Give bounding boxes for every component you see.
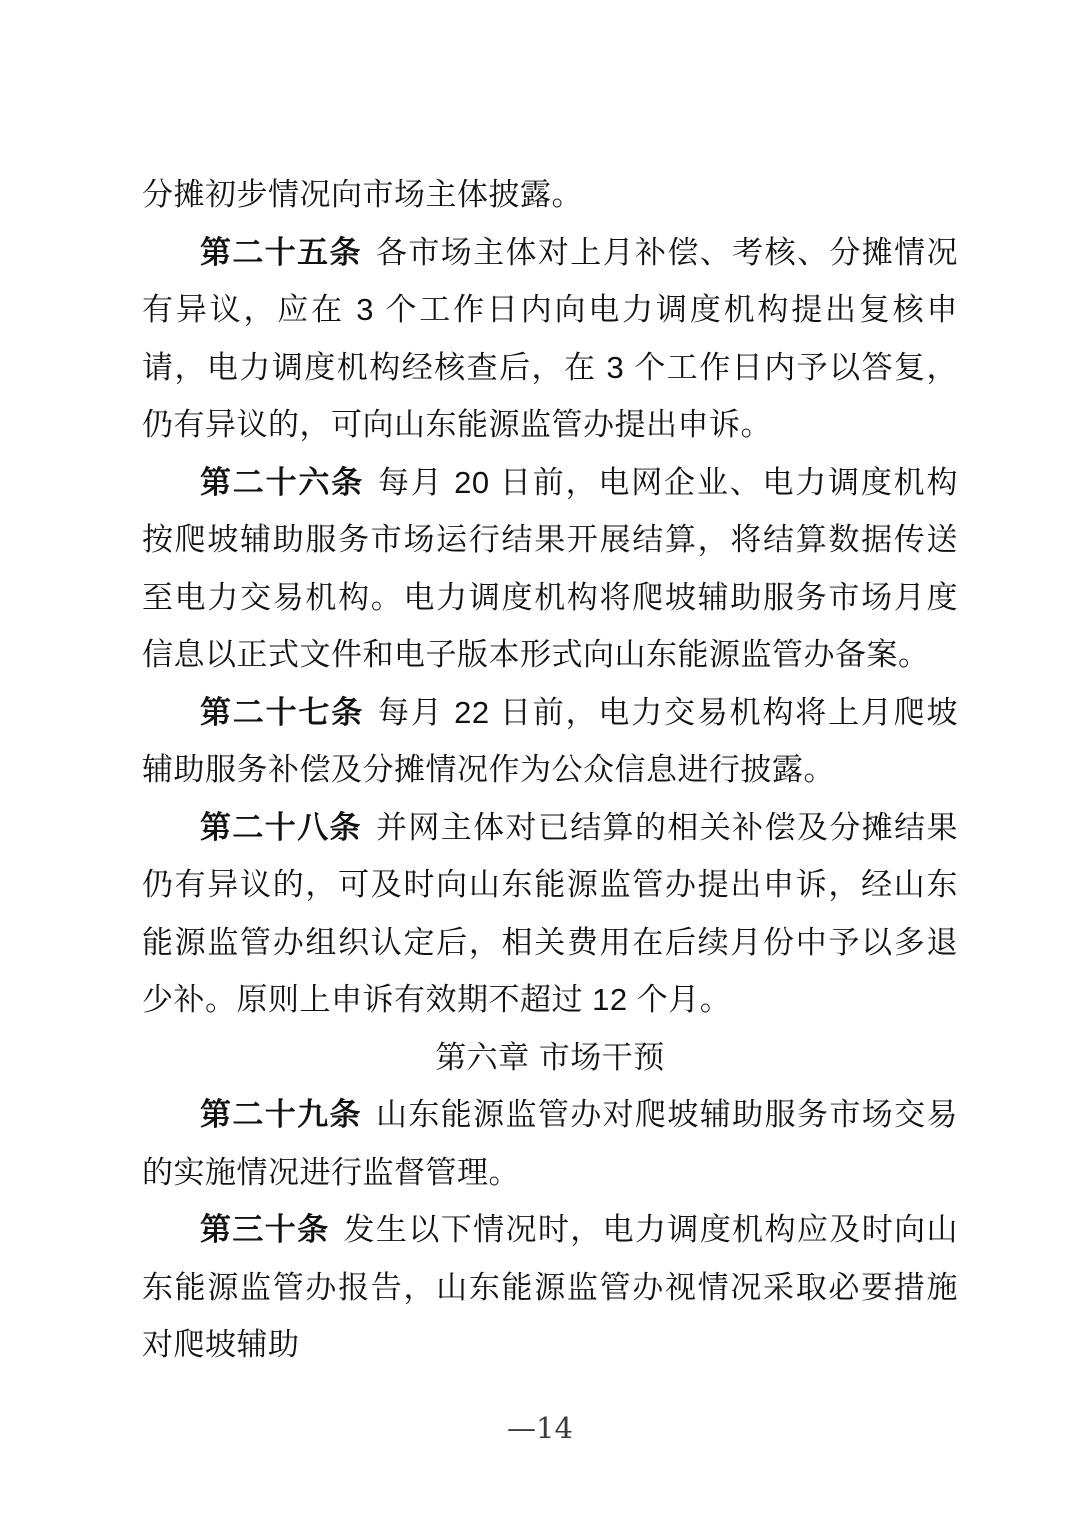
- article-number: 第二十八条: [200, 809, 362, 845]
- paragraph-text: 每月 20 日前，电网企业、电力调度机构按爬坡辅助服务市场运行结果开展结算，将结算数据传送至电力交易机构。电力调度机构将爬坡辅助服务市场月度信息以正式文件和电子版本形式向山东能源监管办备案。: [142, 464, 958, 672]
- article-number: 第二十六条: [200, 464, 365, 500]
- paragraph-article-25: [142, 224, 958, 454]
- paragraph-continuation: [142, 166, 958, 224]
- article-number: 第二十九条: [200, 1097, 362, 1132]
- chapter-heading: 第六章 市场干预: [435, 1039, 665, 1075]
- paragraph-article-29: [142, 1086, 958, 1201]
- paragraph-text: 发生以下情况时，电力调度机构应及时向山东能源监管办报告，山东能源监管办视情况采取必要措施对爬坡辅助: [142, 1212, 958, 1362]
- article-number: 第二十七条: [200, 694, 365, 730]
- page-footer: [0, 1408, 1080, 1448]
- paragraph-text: 分摊初步情况向市场主体披露。: [142, 177, 583, 212]
- paragraph-text: 山东能源监管办对爬坡辅助服务市场交易的实施情况进行监督管理。: [142, 1097, 959, 1190]
- paragraph-article-28: [142, 799, 958, 1029]
- article-number: 第三十条: [200, 1212, 330, 1247]
- paragraph-article-26: [142, 454, 958, 684]
- page-number: —14: [507, 1411, 573, 1445]
- page-body: [142, 166, 958, 1374]
- paragraph-text: 各市场主体对上月补偿、考核、分摊情况有异议，应在 3 个工作日内向电力调度机构提出复核申请，电力调度机构经核查后，在 3 个工作日内予以答复，仍有异议的，可向山东能源监管办提出申诉。: [142, 234, 959, 442]
- paragraph-text: 每月 22 日前，电力交易机构将上月爬坡辅助服务补偿及分摊情况作为公众信息进行披露。: [142, 694, 958, 787]
- paragraph-text: 并网主体对已结算的相关补偿及分摊结果仍有异议的，可及时向山东能源监管办提出申诉，经山东能源监管办组织认定后，相关费用在后续月份中予以多退少补。原则上申诉有效期不超过 12 个月。: [142, 809, 959, 1017]
- article-number: 第二十五条: [200, 234, 362, 270]
- paragraph-article-27: [142, 684, 958, 799]
- paragraph-article-30: [142, 1201, 958, 1374]
